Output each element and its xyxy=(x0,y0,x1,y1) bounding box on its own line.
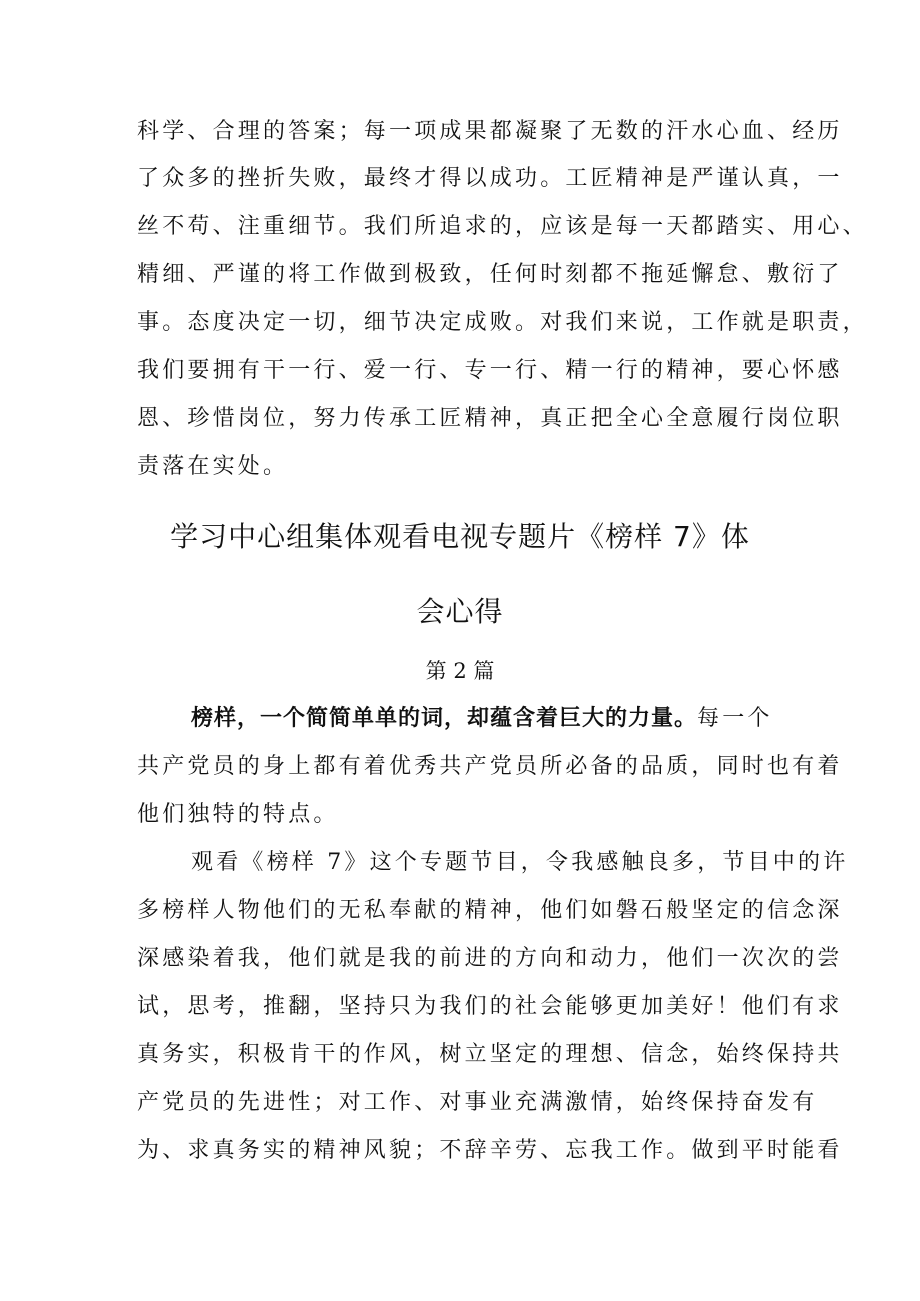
body-line: 科学、合理的答案；每一项成果都凝聚了无数的汗水心血、经历 xyxy=(137,119,843,144)
body-line: 真务实，积极肯干的作风，树立坚定的理想、信念，始终保持共 xyxy=(137,1042,843,1067)
body-text: 每一个 xyxy=(697,706,773,731)
body-line: 事。态度决定一切，细节决定成败。对我们来说，工作就是职责， xyxy=(137,310,868,335)
bold-lead-sentence: 榜样，一个简简单单的词，却蕴含着巨大的力量。 xyxy=(191,706,698,731)
body-line: 责落在实处。 xyxy=(137,454,289,479)
body-line: 恩、珍惜岗位，努力传承工匠精神，真正把全心全意履行岗位职 xyxy=(137,406,843,431)
body-line: 为、求真务实的精神风貌；不辞辛劳、忘我工作。做到平时能看 xyxy=(137,1138,843,1163)
paragraph-first-line xyxy=(191,704,773,734)
body-line: 我们要拥有干一行、爱一行、专一行、精一行的精神，要心怀感 xyxy=(137,358,843,383)
body-line: 产党员的先进性；对工作、对事业充满激情，始终保持奋发有 xyxy=(137,1090,818,1115)
body-line: 共产党员的身上都有着优秀共产党员所必备的品质，同时也有着 xyxy=(137,754,843,779)
paragraph-first-line: 观看《榜样 7》这个专题节目，令我感触良多，节目中的许 xyxy=(191,850,849,875)
body-line: 深感染着我，他们就是我的前进的方向和动力，他们一次次的尝 xyxy=(137,946,843,971)
body-line: 他们独特的特点。 xyxy=(137,802,339,827)
article-subtitle: 第 2 篇 xyxy=(425,659,495,683)
body-line: 试，思考，推翻，坚持只为我们的社会能够更加美好！他们有求 xyxy=(137,994,843,1019)
article-title-line1: 学习中心组集体观看电视专题片《榜样 7》体 xyxy=(170,520,750,553)
body-line: 了众多的挫折失败，最终才得以成功。工匠精神是严谨认真，一 xyxy=(137,166,843,191)
article-title-line2: 会心得 xyxy=(416,595,504,628)
body-line: 精细、严谨的将工作做到极致，任何时刻都不拖延懈怠、敷衍了 xyxy=(137,262,843,287)
body-line: 多榜样人物他们的无私奉献的精神，他们如磐石般坚定的信念深 xyxy=(137,898,843,923)
body-line: 丝不苟、注重细节。我们所追求的，应该是每一天都踏实、用心、 xyxy=(137,214,868,239)
